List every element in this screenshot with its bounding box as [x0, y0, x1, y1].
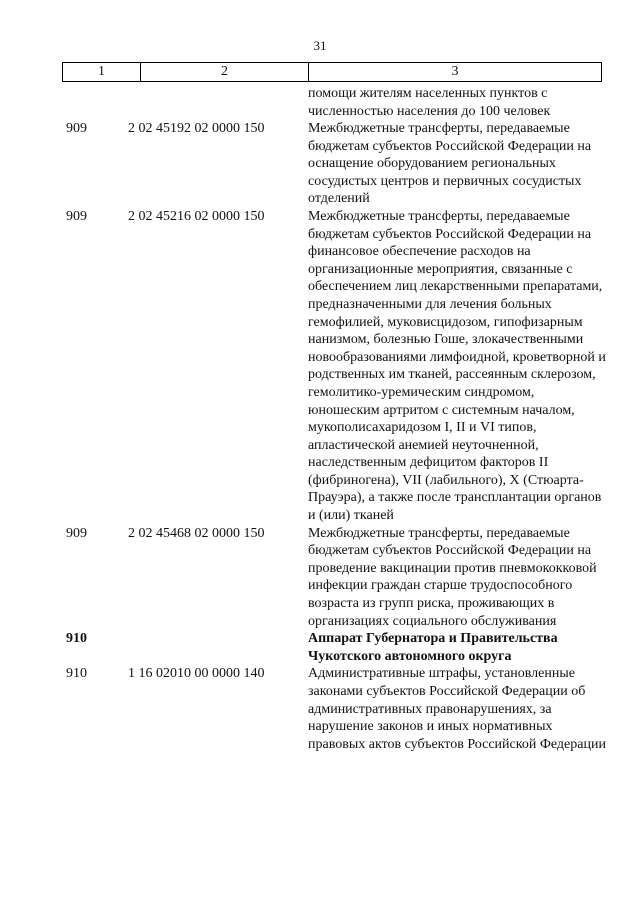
table-row: [0, 120, 640, 208]
row-description: Межбюджетные трансферты, передаваемые бюджетам субъектов Российской Федерации на проведение вакцинации против пневмококковой инфекции граждан старше трудоспособного возраста из групп риска, проживающих в организациях социального обслуживания: [308, 525, 597, 629]
budget-classification-code: 1 16 02010 00 0000 140: [128, 666, 265, 682]
row-description: Межбюджетные трансферты, передаваемые бюджетам субъектов Российской Федерации на финансовое обеспечение расходов на организационные мероприятия, связанные с обеспечением лиц лекарственными препаратами, предназначенными для лечения больных гемофилией, муковисцидозом, гипофизарным нанизмом, болезнью Гоше, злокачественными новообразованиями лимфоидной, кроветворной и родственных им тканей, рассеянным склерозом, гемолитико-уремическим синдромом, юношеским артритом с системным началом, мукополисахаридозом I, II и VI типов, апластической анемией неуточненной, наследственным дефицитом факторов II (фибриногена), VII (лабильного), X (Стюарта-Прауэра), а также после трансплантации органов и (или) тканей: [308, 208, 606, 524]
admin-code: 909: [66, 525, 87, 541]
header-col-3: 3: [451, 64, 459, 79]
budget-classification-code: 2 02 45468 02 0000 150: [128, 525, 265, 541]
continuation-text: помощи жителям населенных пунктов с численностью населения до 100 человек: [308, 86, 551, 119]
table-body: [0, 120, 640, 753]
table-row: [0, 208, 640, 525]
budget-classification-code: [128, 630, 308, 665]
header-col-2: 2: [141, 63, 309, 81]
admin-code: 910: [66, 666, 87, 682]
row-description: Административные штрафы, установленные законами субъектов Российской Федерации об административных правонарушениях, за нарушение законов и иных нормативных правовых актов субъектов Российской Федерации: [308, 666, 606, 752]
admin-code: 910: [66, 631, 87, 647]
budget-classification-code: 2 02 45192 02 0000 150: [128, 121, 265, 136]
row-description: Аппарат Губернатора и Правительства Чукотского автономного округа: [308, 631, 558, 664]
table-row: [0, 665, 640, 753]
table-row-section-header: [0, 630, 640, 665]
row-description: Межбюджетные трансферты, передаваемые бюджетам субъектов Российской Федерации на оснащение оборудованием региональных сосудистых центров и первичных сосудистых отделений: [308, 121, 592, 207]
admin-code: 909: [66, 121, 87, 136]
page-number: 31: [313, 38, 327, 53]
budget-classification-code: 2 02 45216 02 0000 150: [128, 208, 265, 224]
admin-code: 909: [66, 208, 87, 224]
header-col-1: 1: [63, 63, 141, 81]
table-row: [0, 525, 640, 631]
table-header: [62, 62, 602, 82]
